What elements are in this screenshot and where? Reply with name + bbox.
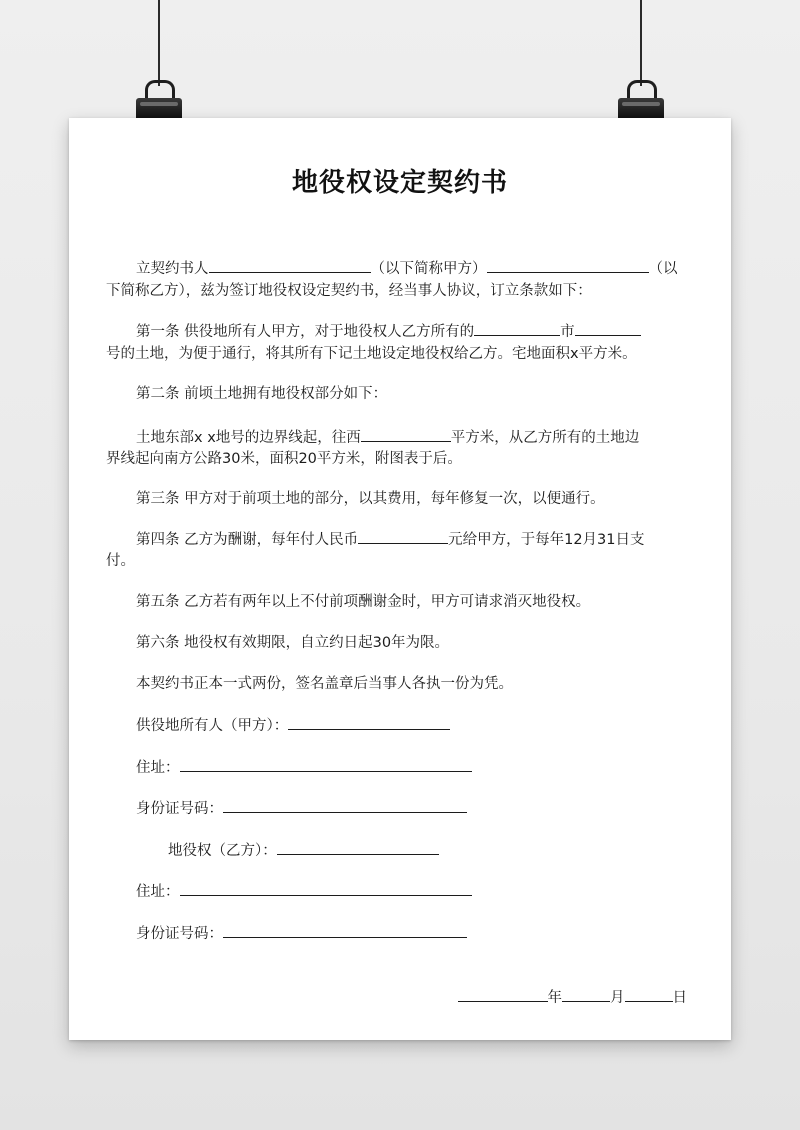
party-b-address-field[interactable] — [180, 881, 472, 896]
land-text: 平方米，从乙方所有的土地边 — [450, 430, 640, 446]
party-b-address-row — [136, 881, 472, 902]
closing-statement: 本契约书正本一式两份，签名盖章后当事人各执一份为凭。 — [136, 676, 513, 692]
article-6: 第六条 地役权有效期限，自立约日起30年为限。 — [136, 635, 450, 651]
payment-amount-blank — [358, 529, 448, 544]
article-5: 第五条 乙方若有两年以上不付前项酬谢金时，甲方可请求消灭地役权。 — [136, 594, 591, 610]
party-a-id-label: 身份证号码： — [136, 801, 223, 817]
preamble-line-1 — [136, 258, 678, 279]
article-2: 第二条 前顷土地拥有地役权部分如下： — [136, 386, 388, 402]
party-a-address-row — [136, 757, 472, 778]
land-line-2: 界线起向南方公路30米，面积20平方米，附图表于后。 — [106, 451, 462, 467]
party-a-id-row — [136, 798, 467, 819]
land-text: 土地东部x x地号的边界线起，往西 — [136, 430, 361, 446]
day-label: 日 — [672, 990, 687, 1006]
party-b-name-blank — [487, 258, 649, 273]
party-b-signature-row — [168, 840, 439, 861]
party-a-address-field[interactable] — [180, 757, 472, 772]
day-field[interactable] — [625, 987, 673, 1002]
article-1-line-1 — [136, 321, 641, 342]
article-4-line-2: 付。 — [106, 553, 135, 569]
document-title: 地役权设定契约书 — [291, 168, 508, 198]
contract-paper — [69, 118, 731, 1040]
party-a-address-label: 住址： — [136, 760, 180, 776]
article-text: 市 — [560, 324, 575, 340]
month-label: 月 — [610, 990, 625, 1006]
signing-date — [458, 986, 688, 1007]
preamble-text: 立契约书人 — [136, 261, 209, 277]
party-b-address-label: 住址： — [136, 884, 180, 900]
party-b-label: 地役权（乙方）： — [168, 843, 277, 859]
party-a-name-blank — [209, 258, 371, 273]
party-a-signature-field[interactable] — [288, 715, 450, 730]
party-a-signature-row — [136, 715, 450, 736]
preamble-text: （以下简称甲方） — [370, 261, 487, 277]
land-line-1 — [136, 427, 639, 448]
article-4-line-1 — [136, 529, 645, 550]
preamble-line-2: 下简称乙方），兹为签订地役权设定契约书，经当事人协议，订立条款如下： — [106, 283, 592, 299]
article-3: 第三条 甲方对于前项土地的部分，以其费用，每年修复一次，以便通行。 — [136, 491, 605, 507]
party-b-id-row — [136, 923, 467, 944]
party-b-id-field[interactable] — [223, 923, 467, 938]
city-blank — [474, 321, 560, 336]
year-label: 年 — [547, 990, 562, 1006]
hanging-wire-right — [640, 0, 642, 86]
article-text: 第一条 供役地所有人甲方，对于地役权人乙方所有的 — [136, 324, 475, 340]
lot-number-blank — [575, 321, 641, 336]
party-a-id-field[interactable] — [223, 798, 467, 813]
hanging-wire-left — [158, 0, 160, 86]
article-text: 第四条 乙方为酬谢，每年付人民币 — [136, 532, 359, 548]
month-field[interactable] — [562, 987, 610, 1002]
party-b-signature-field[interactable] — [277, 840, 439, 855]
article-text: 元给甲方，于每年12月31日支 — [448, 532, 645, 548]
article-1-line-2: 号的土地，为便于通行，将其所有下记土地设定地役权给乙方。宅地面积x平方米。 — [106, 346, 637, 362]
party-b-id-label: 身份证号码： — [136, 926, 223, 942]
area-west-blank — [361, 427, 451, 442]
party-a-label: 供役地所有人（甲方）： — [136, 718, 289, 734]
year-field[interactable] — [458, 987, 548, 1002]
preamble-text: （以 — [648, 261, 678, 277]
